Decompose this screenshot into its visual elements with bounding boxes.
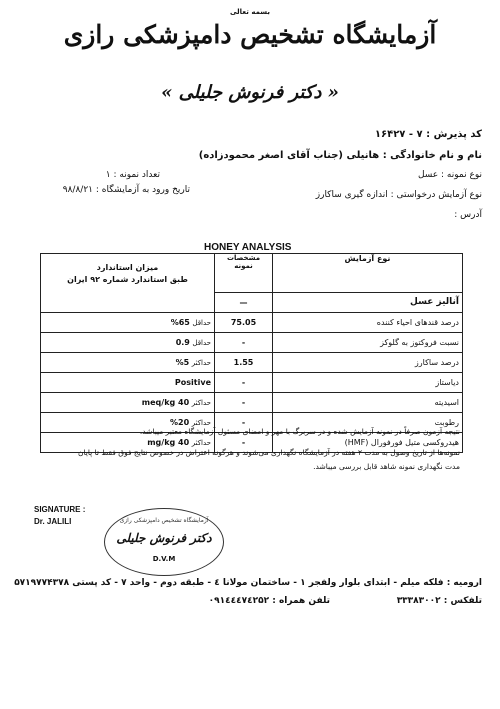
requested-test: نوع آزمایش درخواستی : اندازه گیری ساکارز [315,190,482,200]
footer-phone: تلفکس : ۳۳۳۸۳۰۰۲ [396,596,482,606]
row-test: هیدروکسی متیل فورفورال (HMF) [273,432,463,452]
footer-mobile: تلفن همراه : ۰۹۱٤٤٤۷٤۲۵۲ [208,596,330,606]
row-test: رطوبت [273,412,463,432]
sample-type: نوع نمونه : عسل [417,170,482,180]
row-test: درصد قندهای احیاء کننده [273,312,463,332]
arrival-date: تاریخ ورود به آزمایشگاه : ۹۸/۸/۲۱ [62,185,190,195]
header-test: نوع آزمایش [273,254,463,293]
std-label: حداقل [192,318,211,327]
sample-count: تعداد نمونه : ۱ [105,170,160,180]
std-value: 65% [170,317,190,327]
row-test: دیاستاز [273,372,463,392]
row-spec: - [215,432,273,452]
footer-address: ارومیه : فلکه میلم - ابتدای بلوار ولفجر ۱ - ساختمان مولانا ٤ - طبقه دوم - واحد ۷ - کد پستی ۵۷۱۹۷۷۴۳۷۸ [14,578,482,588]
row-spec: - [215,392,273,412]
row-spec: - [215,332,273,352]
std-value: 0.9 [175,337,190,347]
header-standard [41,254,215,293]
signature-label: SIGNATURE : [34,505,86,514]
table-row [41,392,463,412]
stamp-lab-text: آزمایشگاه تشخیص دامپزشکی رازی [119,517,209,524]
table-row [41,372,463,392]
row-standard [41,372,215,392]
row-spec: - [215,412,273,432]
note-line-2: نمونه‌ها از تاریخ وصول به مدت ۲ هفته در آزمایشگاه نگهداری می‌شوند و هرگونه اعتراض در خصوص نتایج فوق فقط تا پایان [77,448,460,457]
signature-doctor: Dr. JALILI [34,517,72,526]
std-value: 20% [170,417,190,427]
note-line-3: مدت نگهداری نمونه شاهد قابل بررسی میباشد. [313,462,460,471]
std-label: حداکثر [191,438,211,447]
std-label: حداقل [192,338,211,347]
section-spec-cell: — [215,292,273,312]
bismillah-text: بسمه تعالی [229,8,271,16]
doctor-name-subtitle: « دکتر فرنوش جلیلی » [161,82,339,103]
row-test: اسیدیته [273,392,463,412]
table-row [41,352,463,372]
std-value: 5% [175,357,190,367]
std-label: حداکثر [191,398,211,407]
address-label: آدرس : [454,210,482,220]
section-label: آنالیز عسل [273,292,463,312]
honey-analysis-heading: HONEY ANALYSIS [204,242,292,253]
std-value: 40 meq/kg [141,397,190,407]
std-label: حداکثر [191,418,211,427]
reception-code: کد پذیرش : ۷ - ۱۶۴۲۷ [374,129,482,140]
lab-name-title: آزمایشگاه تشخیص دامپزشکی رازی [63,20,437,49]
row-test: درصد ساکارز [273,352,463,372]
row-standard [41,352,215,372]
header-standard-line2: طبق استاندارد شماره ۹۲ ایران [67,274,188,284]
std-value: 40 mg/kg [147,437,190,447]
row-standard [41,332,215,352]
note-line-1: نتیجه آزمون صرفاً در نمونه آزمایش شده و در سربرگ با مهر و امضای مسئول آزمایشگاه معتبر میباشد. [139,427,460,436]
stamp-signature: دکتر فرنوش جلیلی [116,531,212,545]
std-value: Positive [174,377,211,387]
table-row [41,312,463,332]
row-spec: - [215,372,273,392]
owner-name: نام و نام خانوادگی : هانیلی (جناب آقای اصغر محمودزاده) [198,150,482,161]
official-stamp [104,508,224,576]
table-row [41,332,463,352]
table-header-row [41,254,463,293]
row-test: نسبت فروکتوز به گلوکز [273,332,463,352]
row-standard [41,392,215,412]
header-standard-line1: میزان استاندارد [96,262,159,272]
std-label: حداکثر [191,358,211,367]
section-row [41,292,463,312]
row-standard [41,312,215,332]
results-table [40,253,463,453]
row-spec: 75.05 [215,312,273,332]
section-std-cell [41,292,215,312]
stamp-dvm: D.V.M [152,555,176,563]
header-spec: مشخصات نمونه [215,254,273,293]
row-spec: 1.55 [215,352,273,372]
